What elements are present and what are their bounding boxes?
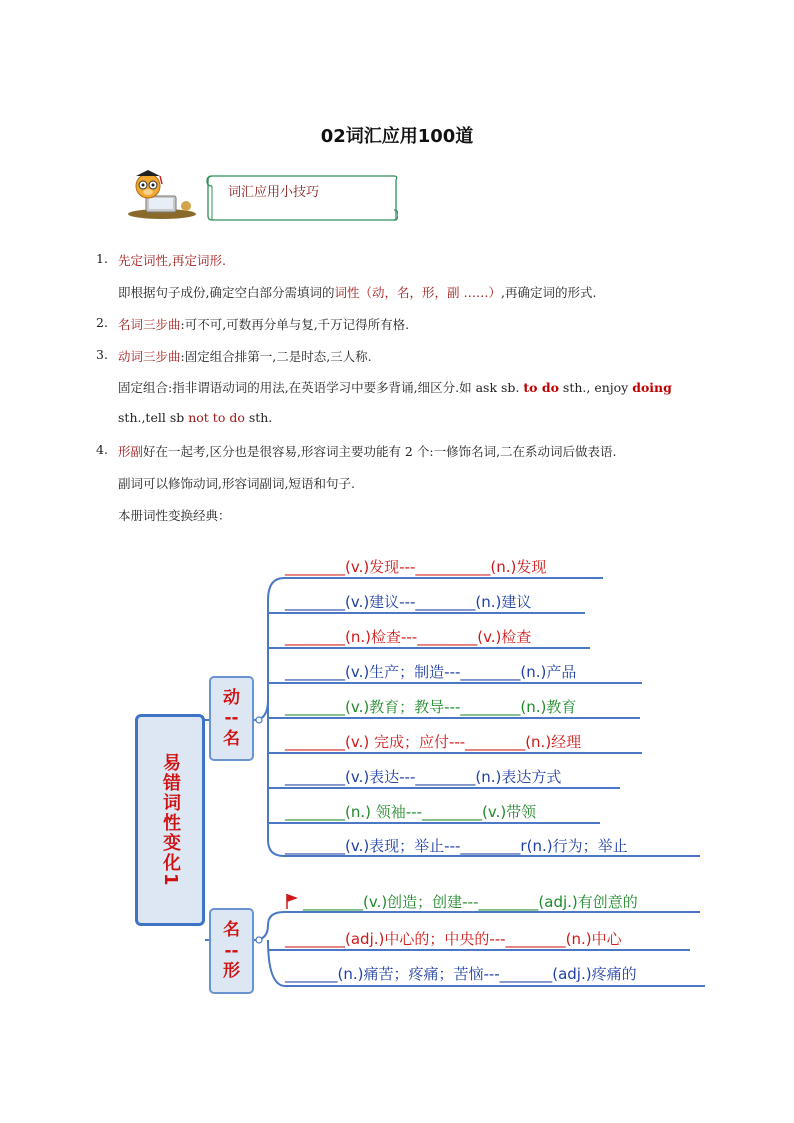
- group-label-top: 名: [223, 920, 240, 941]
- tip-line: 即根据句子成份,确定空白部分需填词的词性（动，名，形，副 ……）,再确定词的形式.: [118, 285, 597, 300]
- document-title: 02词汇应用100道: [320, 126, 474, 147]
- tip-line: 名词三步曲:可不可,可数再分单与复,千万记得所有格.: [118, 317, 410, 332]
- mindmap-leaf: ________(n.)检查---________(v.)检查: [285, 628, 532, 646]
- tip-line: 先定词性,再定词形.: [118, 253, 226, 268]
- mindmap-leaf: ________(v.)建议---________(n.)建议: [285, 593, 532, 611]
- mindmap-group-verb-noun: [209, 676, 254, 761]
- mindmap-root-node: [135, 714, 205, 926]
- tip-line: 动词三步曲:固定组合排第一,二是时态,三人称.: [118, 349, 372, 364]
- root-node-label: 易错词性变化1: [160, 752, 181, 888]
- tip-number: 2.: [96, 315, 108, 330]
- tip-number: 1.: [96, 251, 108, 266]
- mindmap-group-noun-adj: [209, 908, 254, 994]
- mindmap-leaf: ________(adj.)中心的；中央的---________(n.)中心: [285, 930, 622, 948]
- mindmap-leaf: ________(v.)创造；创建---________(adj.)有创意的: [303, 893, 638, 911]
- group-label-top: 动: [223, 687, 240, 708]
- group-label-bottom: 名: [223, 728, 240, 749]
- mindmap-leaf: ________(v.)表现；举止---________r(n.)行为；举止: [285, 837, 628, 855]
- mindmap-leaf: ________(n.) 领袖---________(v.)带领: [285, 803, 537, 821]
- mindmap-leaf: ________(v.)生产；制造---________(n.)产品: [285, 663, 577, 681]
- flag-icon: [285, 893, 299, 909]
- mindmap-leaf: ________(v.)发现---__________(n.)发现: [285, 558, 547, 576]
- tip-line: 固定组合:指非谓语动词的用法,在英语学习中要多背诵,细区分.如 ask sb. to do sth., enjoy doing: [118, 380, 672, 395]
- mindmap-leaf: ________(v.) 完成；应付---________(n.)经理: [285, 733, 582, 751]
- mindmap-leaf: ________(v.)教育；教导---________(n.)教育: [285, 698, 577, 716]
- group-label-bottom: 形: [223, 961, 240, 982]
- group-label-mid: --: [224, 940, 239, 961]
- tip-line: sth.,tell sb not to do sth.: [118, 410, 273, 425]
- mindmap-leaf: ________(v.)表达---________(n.)表达方式: [285, 768, 562, 786]
- banner-label: 词汇应用小技巧: [228, 185, 320, 200]
- tip-line: 副词可以修饰动词,形容词副词,短语和句子.: [118, 476, 355, 491]
- tip-line: 形副好在一起考,区分也是很容易,形容词主要功能有 2 个:一修饰名词,二在系动词后做表语.: [118, 444, 617, 459]
- mindmap-leaf: _______(n.)痛苦；疼痛；苦恼---_______(adj.)疼痛的: [285, 965, 637, 983]
- tip-line: 本册词性变换经典：: [118, 508, 231, 523]
- group-label-mid: --: [224, 708, 239, 729]
- tip-number: 3.: [96, 347, 108, 362]
- tip-number: 4.: [96, 442, 108, 457]
